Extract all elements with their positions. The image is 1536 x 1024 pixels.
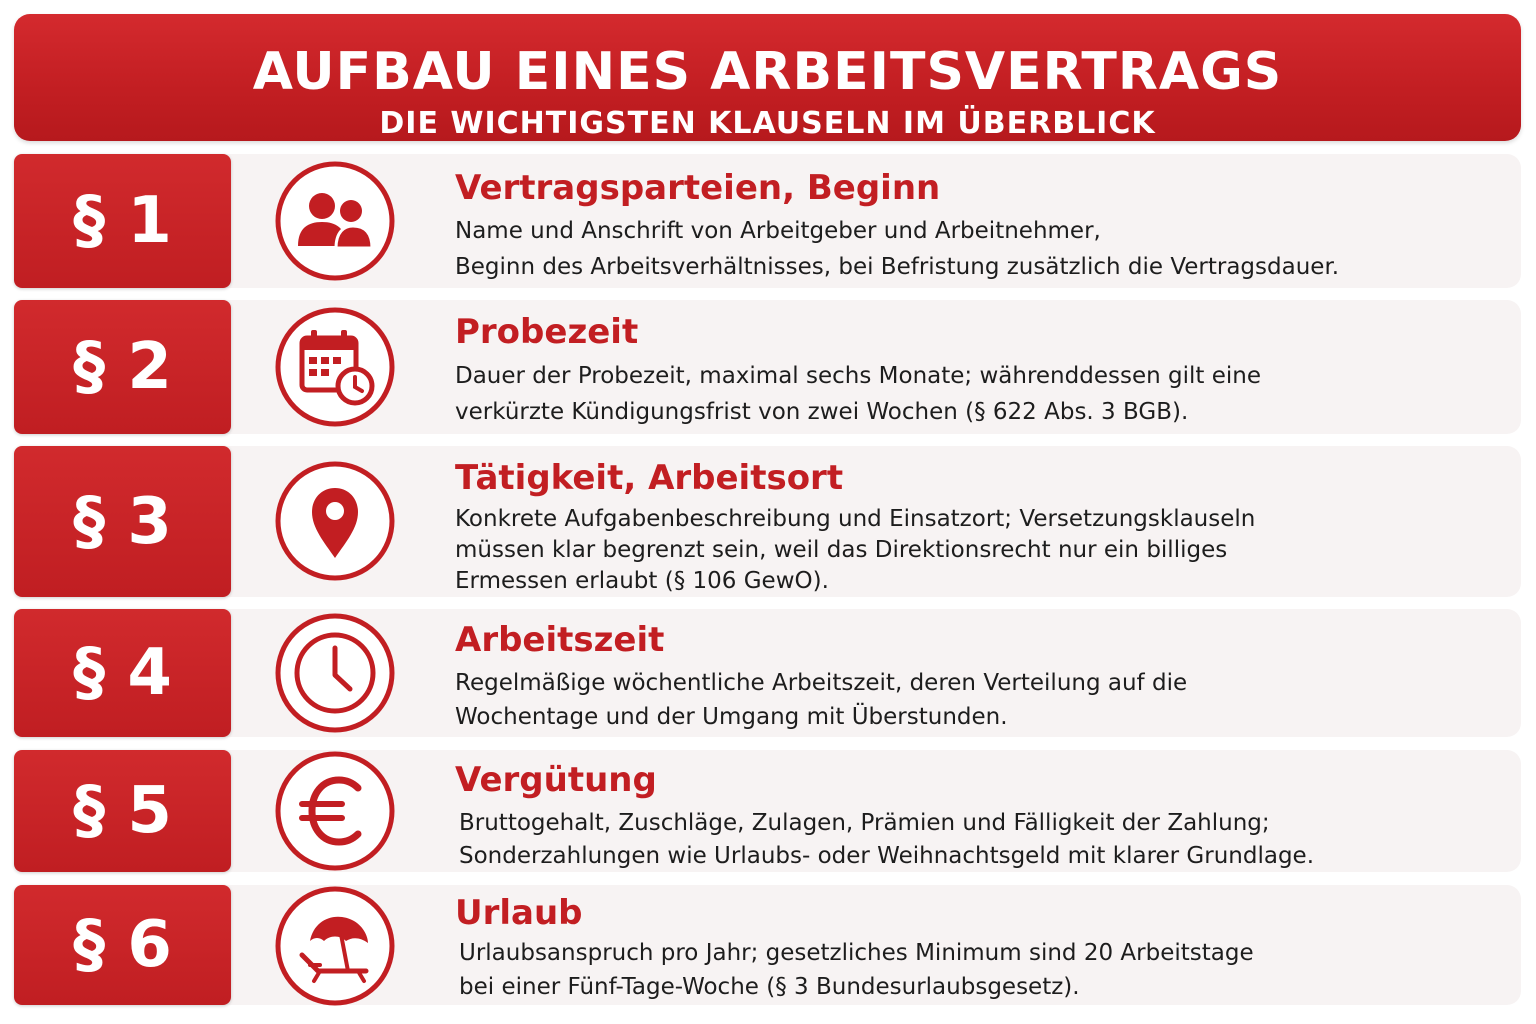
clause-row-3 — [14, 446, 1521, 597]
page-title: AUFBAU EINES ARBEITSVERTRAGS — [252, 42, 1283, 102]
location-pin-icon — [274, 460, 396, 582]
euro-icon — [274, 750, 396, 872]
clause-heading: Arbeitszeit — [455, 620, 665, 660]
clause-row-6 — [14, 885, 1521, 1005]
clause-heading: Tätigkeit, Arbeitsort — [455, 458, 844, 498]
beach-umbrella-icon — [274, 885, 396, 1007]
header-banner — [14, 14, 1521, 141]
clause-description: Urlaubsanspruch pro Jahr; gesetzliches Minimum sind 20 Arbeitstage bei einer Fünf-Tage-Woche (§ 3 Bundesurlaubsgesetz). — [459, 940, 1254, 1000]
clause-description: Bruttogehalt, Zuschläge, Zulagen, Prämien und Fälligkeit der Zahlung; Sonderzahlungen wie Urlaubs- oder Weihnachtsgeld mit klarer Grundlage. — [459, 810, 1315, 869]
clause-row-2 — [14, 300, 1521, 434]
clause-description: Dauer der Probezeit, maximal sechs Monate; währenddessen gilt eine verkürzte Kündigungsfrist von zwei Wochen (§ 622 Abs. 3 BGB). — [455, 363, 1261, 425]
clause-badge: § 2 — [14, 300, 231, 434]
clause-description: Name und Anschrift von Arbeitgeber und Arbeitnehmer, Beginn des Arbeitsverhältnisses, bei Befristung zusätzlich die Vertragsdauer. — [455, 218, 1340, 280]
clause-heading: Urlaub — [455, 893, 583, 933]
clause-heading: Vertragsparteien, Beginn — [455, 168, 941, 208]
clause-badge: § 1 — [14, 154, 231, 288]
calendar-clock-icon — [274, 306, 396, 428]
clause-row-4 — [14, 609, 1521, 737]
clause-row-5 — [14, 750, 1521, 872]
clock-icon — [274, 612, 396, 734]
clause-badge: § 5 — [14, 750, 231, 872]
clause-badge: § 6 — [14, 885, 231, 1005]
clause-row-1 — [14, 154, 1521, 288]
clause-heading: Probezeit — [455, 312, 639, 352]
clause-heading: Vergütung — [455, 760, 657, 800]
clause-description: Regelmäßige wöchentliche Arbeitszeit, deren Verteilung auf die Wochentage und der Umgang mit Überstunden. — [455, 670, 1188, 730]
people-icon — [274, 160, 396, 282]
page-subtitle: DIE WICHTIGSTEN KLAUSELN IM ÜBERBLICK — [379, 106, 1156, 141]
clause-badge: § 4 — [14, 609, 231, 737]
clause-description: Konkrete Aufgabenbeschreibung und Einsatzort; Versetzungsklauseln müssen klar begrenzt sein, weil das Direktionsrecht nur ein billiges Ermessen erlaubt (§ 106 GewO). — [455, 506, 1256, 594]
clause-badge: § 3 — [14, 446, 231, 597]
